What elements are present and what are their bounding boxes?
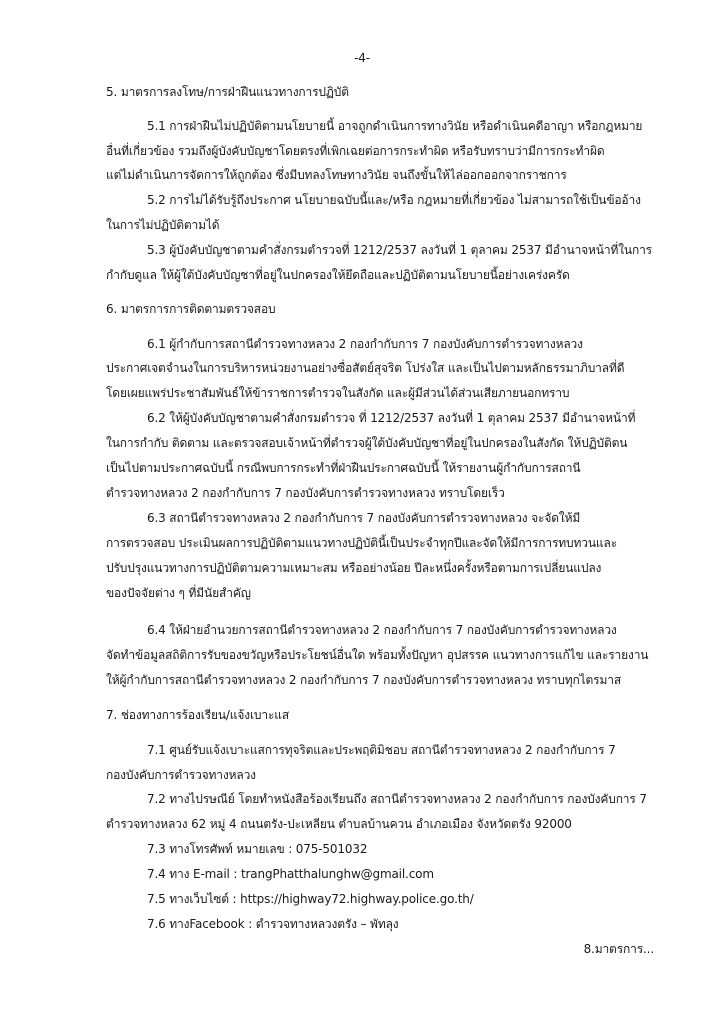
contact-facebook: 7.6 ทางFacebook : ตำรวจทางหลวงตรัง – พัทลุง xyxy=(147,917,399,931)
paragraph-line: ในการไม่ปฏิบัติตามได้ xyxy=(106,218,220,232)
paragraph-line: ตำรวจทางหลวง 62 หมู่ 4 ถนนตรัง-ปะเหลียน ตำบลบ้านควน อำเภอเมือง จังหวัดตรัง 92000 xyxy=(106,817,572,831)
paragraph-line: 6.2 ให้ผู้บังคับบัญชาตามคำสั่งกรมตำรวจ ที่ 1212/2537 ลงวันที่ 1 ตุลาคม 2537 มีอำนาจหน้าที่ xyxy=(147,411,636,425)
contact-website: 7.5 ทางเว็บไซต์ : https://highway72.highway.police.go.th/ xyxy=(147,892,474,906)
paragraph-line: 6.3 สถานีตำรวจทางหลวง 2 กองกำกับการ 7 กองบังคับการตำรวจทางหลวง จะจัดให้มี xyxy=(147,511,581,525)
paragraph-line: อื่นที่เกี่ยวข้อง รวมถึงผู้บังคับบัญชาโดยตรงที่เพิกเฉยต่อการกระทำผิด หรือรับทราบว่ามีการกระทำผิด xyxy=(106,144,605,158)
paragraph-line: ปรับปรุงแนวทางการปฏิบัติตามความเหมาะสม หรืออย่างน้อย ปีละหนึ่งครั้งหรือตามการเปลี่ยนแปลง xyxy=(106,561,602,575)
paragraph-line: ของปัจจัยต่าง ๆ ที่มีนัยสำคัญ xyxy=(106,586,251,600)
continuation-marker: 8.มาตรการ... xyxy=(583,942,654,956)
paragraph-line: ตำรวจทางหลวง 2 กองกำกับการ 7 กองบังคับการตำรวจทางหลวง ทราบโดยเร็ว xyxy=(106,486,505,500)
paragraph-line: แต่ไม่ดำเนินการจัดการให้ถูกต้อง ซึ่งมีบทลงโทษทางวินัย จนถึงขั้นให้ไล่ออกออกจากราชการ xyxy=(106,168,567,182)
paragraph-line: การตรวจสอบ ประเมินผลการปฏิบัติตามแนวทางปฏิบัตินี้เป็นประจำทุกปีและจัดให้มีการการทบทวนและ xyxy=(106,536,618,550)
section-5-heading: 5. มาตรการลงโทษ/การฝ่าฝืนแนวทางการปฏิบัติ xyxy=(106,85,349,99)
section-6-heading: 6. มาตรการการติดตามตรวจสอบ xyxy=(106,302,276,316)
paragraph-line: ประกาศเจตจำนงในการบริหารหน่วยงานอย่างซื่อสัตย์สุจริต โปร่งใส และเป็นไปตามหลักธรรมาภิบาลที่ดี xyxy=(106,361,625,375)
contact-email: 7.4 ทาง E-mail : trangPhatthalunghw@gmail.com xyxy=(147,867,434,881)
paragraph-line: ในการกำกับ ติดตาม และตรวจสอบเจ้าหน้าที่ตำรวจผู้ใต้บังคับบัญชาที่อยู่ในปกครองในสังกัด ให้ปฏิบัติตน xyxy=(106,436,628,450)
paragraph-line: 7.1 ศูนย์รับแจ้งเบาะแสการทุจริตและประพฤติมิชอบ สถานีตำรวจทางหลวง 2 กองกำกับการ 7 xyxy=(147,743,616,757)
paragraph-line: กองบังคับการตำรวจทางหลวง xyxy=(106,768,256,782)
paragraph-line: 5.3 ผู้บังคับบัญชาตามคำสั่งกรมตำรวจที่ 1212/2537 ลงวันที่ 1 ตุลาคม 2537 มีอำนาจหน้าที่ในการ xyxy=(147,243,652,257)
paragraph-line: กำกับดูแล ให้ผู้ใต้บังคับบัญชาที่อยู่ในปกครองให้ยึดถือและปฏิบัติตามนโยบายนี้อย่างเคร่งครัด xyxy=(106,268,570,282)
page-number: -4- xyxy=(354,51,370,65)
contact-phone: 7.3 ทางโทรศัพท์ หมายเลข : 075-501032 xyxy=(147,842,368,856)
paragraph-line: จัดทำข้อมูลสถิติการรับของขวัญหรือประโยชน์อื่นใด พร้อมทั้งปัญหา อุปสรรค แนวทางการแก้ไข และรายงาน xyxy=(106,648,649,662)
paragraph-line: โดยเผยแพร่ประชาสัมพันธ์ให้ข้าราชการตำรวจในสังกัด และผู้มีส่วนได้ส่วนเสียภายนอกทราบ xyxy=(106,386,570,400)
paragraph-line: เป็นไปตามประกาศฉบับนี้ กรณีพบการกระทำที่ฝ่าฝืนประกาศฉบับนี้ ให้รายงานผู้กำกับการสถานี xyxy=(106,461,581,475)
section-7-heading: 7. ช่องทางการร้องเรียน/แจ้งเบาะแส xyxy=(106,708,290,722)
paragraph-line: ให้ผู้กำกับการสถานีตำรวจทางหลวง 2 กองกำกับการ 7 กองบังคับการตำรวจทางหลวง ทราบทุกไตรมาส xyxy=(106,673,621,687)
paragraph-line: 7.2 ทางไปรษณีย์ โดยทำหนังสือร้องเรียนถึง สถานีตำรวจทางหลวง 2 กองกำกับการ กองบังคับการ 7 xyxy=(147,792,647,806)
paragraph-line: 5.2 การไม่ได้รับรู้ถึงประกาศ นโยบายฉบับนี้และ/หรือ กฎหมายที่เกี่ยวข้อง ไม่สามารถใช้เป็นข้ออ้าง xyxy=(147,193,641,207)
paragraph-line: 6.4 ให้ฝ่ายอำนวยการสถานีตำรวจทางหลวง 2 กองกำกับการ 7 กองบังคับการตำรวจทางหลวง xyxy=(147,623,617,637)
paragraph-line: 5.1 การฝ่าฝืนไม่ปฏิบัติตามนโยบายนี้ อาจถูกดำเนินการทางวินัย หรือดำเนินคดีอาญา หรือกฎหมาย xyxy=(147,119,643,133)
paragraph-line: 6.1 ผู้กำกับการสถานีตำรวจทางหลวง 2 กองกำกับการ 7 กองบังคับการตำรวจทางหลวง xyxy=(147,337,583,351)
